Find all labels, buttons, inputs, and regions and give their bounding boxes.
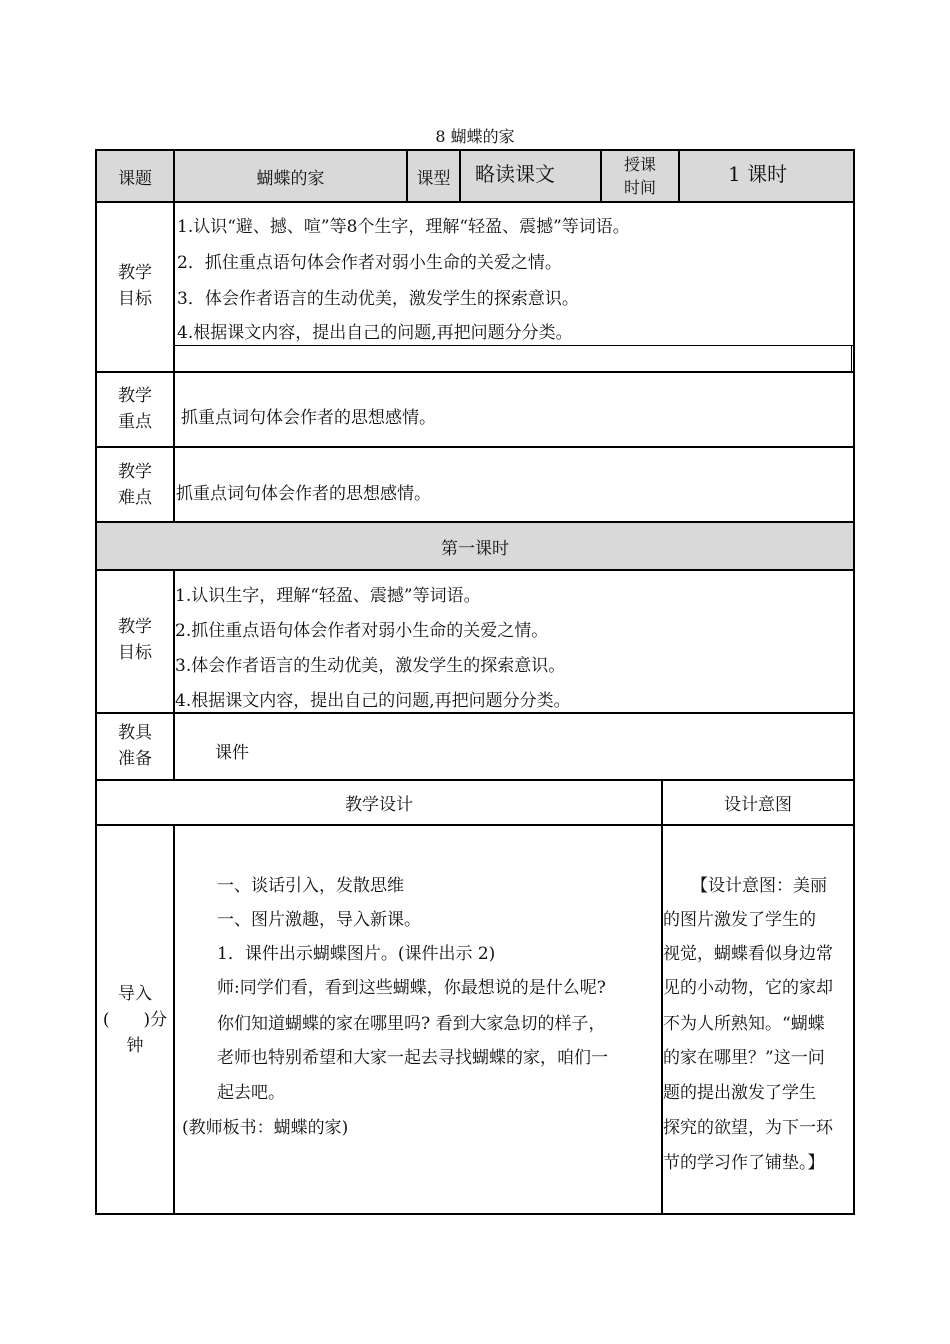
subject-value: 蝴蝶的家 xyxy=(256,168,325,189)
time-label-line-2: 时间 xyxy=(623,178,656,197)
intent-line: 不为人所熟知。“蝴蝶 xyxy=(663,1014,825,1034)
lesson-goal-item: 2.抓住重点语句体会作者对弱小生命的关爱之情。 xyxy=(175,621,549,641)
column-rule xyxy=(678,149,680,202)
materials-label-line-1: 教具 xyxy=(118,723,152,743)
intro-line: 一、谈话引入，发散思维 xyxy=(217,876,404,896)
rule xyxy=(95,1213,855,1215)
intro-line: 老师也特别希望和大家一起去寻找蝴蝶的家，咱们一 xyxy=(217,1048,608,1068)
intent-line: 的图片激发了学生的 xyxy=(663,910,816,930)
intent-line: 题的提出激发了学生 xyxy=(663,1083,816,1103)
goal-item: 3．体会作者语言的生动优美，激发学生的探索意识。 xyxy=(177,289,579,309)
time-value: 1 课时 xyxy=(728,162,788,186)
column-rule xyxy=(173,149,175,522)
intro-label xyxy=(97,981,173,1059)
inner-rule xyxy=(174,345,854,346)
intro-line: 一、图片激趣，导入新课。 xyxy=(217,910,421,930)
time-label xyxy=(602,151,678,201)
lesson-goals-label-line-2: 目标 xyxy=(118,643,152,663)
rule xyxy=(95,569,855,571)
column-rule xyxy=(173,824,175,1214)
intro-line: 你们知道蝴蝶的家在哪里吗? 看到大家急切的样子， xyxy=(217,1014,606,1034)
rule xyxy=(95,712,855,714)
key-points-label-line-2: 重点 xyxy=(118,412,152,432)
lesson-goal-item: 1.认识生字，理解“轻盈、震撼”等词语。 xyxy=(175,586,481,606)
goal-item: 2．抓住重点语句体会作者对弱小生命的关爱之情。 xyxy=(177,253,562,273)
key-points-label xyxy=(97,383,173,435)
intent-line: 【设计意图：美丽 xyxy=(691,876,827,896)
goal-item: 1.认识“避、撼、喧”等8个生字，理解“轻盈、震撼”等词语。 xyxy=(177,217,630,237)
intro-line: 1．课件出示蝴蝶图片。(课件出示 2) xyxy=(217,944,496,964)
intro-line: 师:同学们看，看到这些蝴蝶，你最想说的是什么呢? xyxy=(217,978,606,998)
column-rule xyxy=(459,149,461,202)
intro-label-line-3: 钟 xyxy=(126,1036,144,1056)
rule xyxy=(95,446,855,448)
goals-label-line-2: 目标 xyxy=(118,289,152,309)
time-label-line-1: 授课 xyxy=(623,155,656,174)
lesson-goal-item: 4.根据课文内容，提出自己的问题,再把问题分分类。 xyxy=(175,691,571,711)
lesson-title: 第一课时 xyxy=(441,538,509,559)
design-header-right: 设计意图 xyxy=(724,795,792,815)
table-right-border xyxy=(853,149,855,1215)
key-points-text: 抓重点词句体会作者的思想感情。 xyxy=(181,408,436,428)
difficulties-label-line-1: 教学 xyxy=(118,462,152,482)
rule xyxy=(95,371,855,373)
materials-label xyxy=(97,720,173,772)
materials-text: 课件 xyxy=(215,743,249,763)
key-points-label-line-1: 教学 xyxy=(118,386,152,406)
goals-label-line-1: 教学 xyxy=(118,263,152,283)
difficulties-label-line-2: 难点 xyxy=(118,488,152,508)
goal-item: 4.根据课文内容，提出自己的问题,再把问题分分类。 xyxy=(177,323,573,343)
lesson-goals-label-line-1: 教学 xyxy=(118,617,152,637)
intro-label-line-2: ( )分 xyxy=(102,1010,168,1030)
design-header-left: 教学设计 xyxy=(345,795,413,815)
board-note: (教师板书：蝴蝶的家) xyxy=(182,1118,349,1138)
subject-label: 课题 xyxy=(118,168,152,189)
intent-line: 探究的欲望，为下一环 xyxy=(663,1118,833,1138)
intent-line: 视觉，蝴蝶看似身边常 xyxy=(663,944,833,964)
rule xyxy=(95,824,855,826)
intro-label-line-1: 导入 xyxy=(118,984,152,1004)
lesson-goals-label xyxy=(97,614,173,666)
intent-line: 的家在哪里？”这一问 xyxy=(663,1048,825,1068)
goals-label xyxy=(97,260,173,312)
lesson-goal-item: 3.体会作者语言的生动优美，激发学生的探索意识。 xyxy=(175,656,566,676)
intro-line: 起去吧。 xyxy=(217,1083,285,1103)
intent-line: 见的小动物，它的家却 xyxy=(663,978,833,998)
type-label: 课型 xyxy=(416,168,451,189)
inner-rule xyxy=(851,345,852,371)
materials-label-line-2: 准备 xyxy=(118,749,152,769)
difficulties-text: 抓重点词句体会作者的思想感情。 xyxy=(176,484,431,504)
difficulties-label xyxy=(97,459,173,511)
intent-line: 节的学习作了铺垫。】 xyxy=(663,1153,825,1173)
type-value: 略读课文 xyxy=(475,162,555,186)
page-title: 8 蝴蝶的家 xyxy=(435,127,515,146)
rule xyxy=(95,201,855,203)
